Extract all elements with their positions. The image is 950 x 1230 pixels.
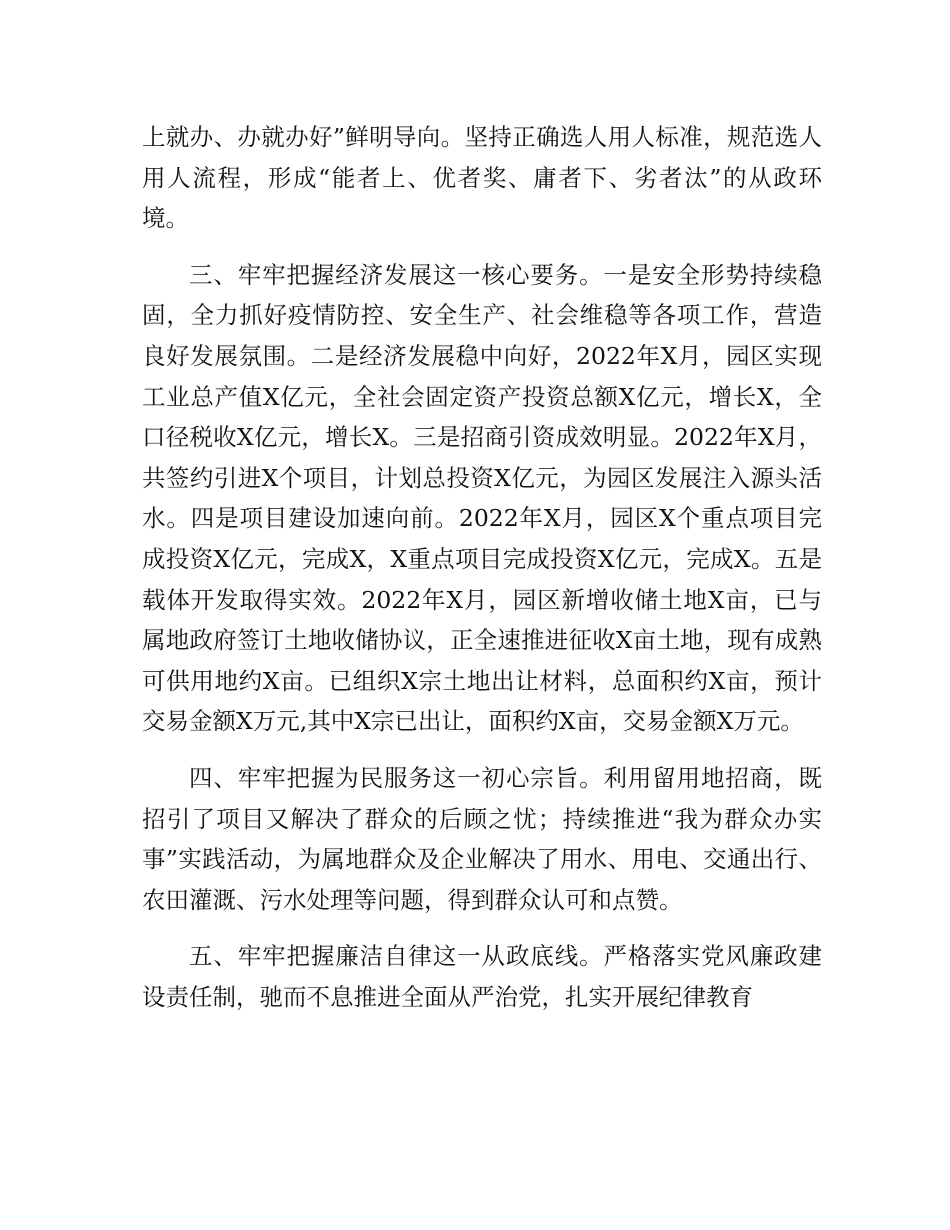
- paragraph-section-5-integrity: 五、牢牢把握廉洁自律这一从政底线。严格落实党风廉政建设责任制，驰而不息推进全面从严治党，扎实开展纪律教育: [142, 942, 822, 1011]
- document-body: [142, 117, 822, 1033]
- paragraph-section-4-public-service: 四、牢牢把握为民服务这一初心宗旨。利用留用地招商，既招引了项目又解决了群众的后顾之忧；持续推进“我为群众办实事”实践活动，为属地群众及企业解决了用水、用电、交通出行、农田灌溉、污水处理等问题，得到群众认可和点赞。: [142, 763, 822, 914]
- paragraph-section-3-economic-development: 三、牢牢把握经济发展这一核心要务。一是安全形势持续稳固，全力抓好疫情防控、安全生产、社会维稳等各项工作，营造良好发展氛围。二是经济发展稳中向好，2022年X月，园区实现工业总产值X亿元，全社会固定资产投资总额X亿元，增长X，全口径税收X亿元，增长X。三是招商引资成效明显。2022年X月，共签约引进X个项目，计划总投资X亿元，为园区发展注入源头活水。四是项目建设加速向前。2022年X月，园区X个重点项目完成投资X亿元，完成X，X重点项目完成投资X亿元，完成X。五是载体开发取得实效。2022年X月，园区新增收储土地X亩，已与属地政府签订土地收储协议，正全速推进征收X亩土地，现有成熟可供用地约X亩。已组织X宗土地出让材料，总面积约X亩，预计交易金额X万元,其中X宗已出让，面积约X亩，交易金额X万元。: [142, 260, 822, 736]
- paragraph-continuation: 上就办、办就办好”鲜明导向。坚持正确选人用人标准，规范选人用人流程，形成“能者上、优者奖、庸者下、劣者汰”的从政环境。: [142, 123, 822, 233]
